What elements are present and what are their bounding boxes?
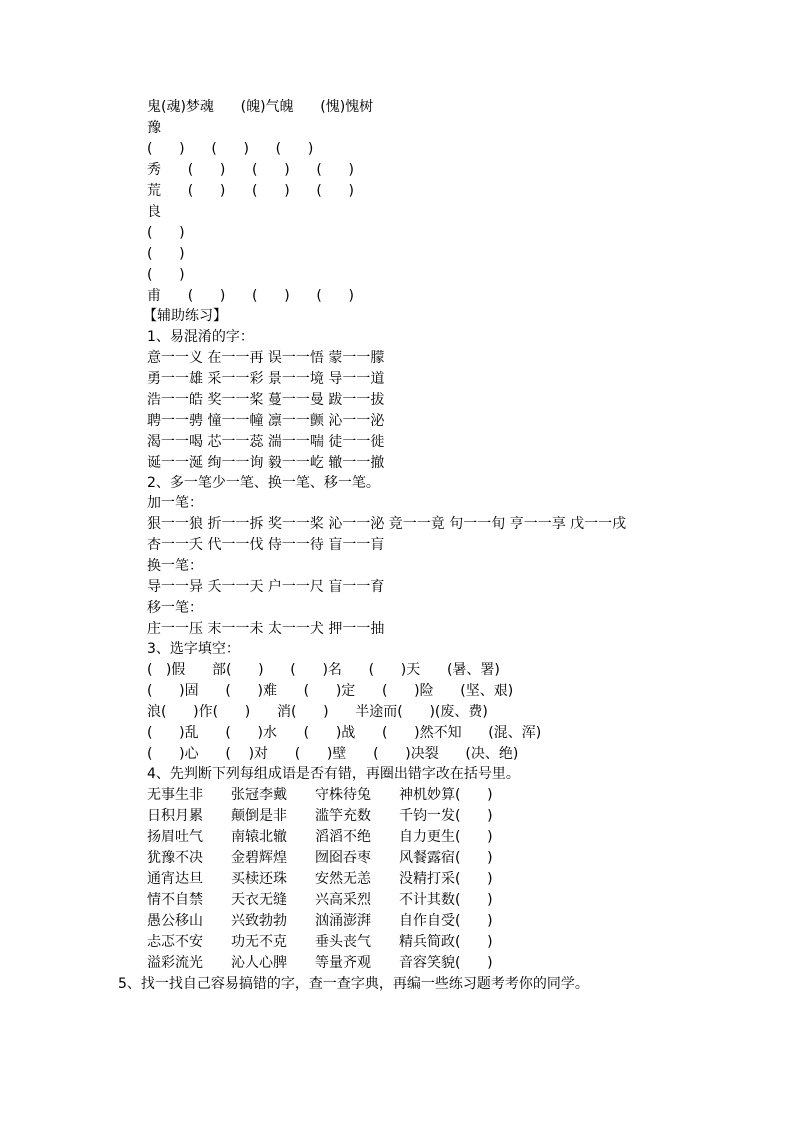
s2-heading: 2、多一笔少一笔、换一笔、移一笔。 — [147, 475, 380, 491]
idiom-cell: 通宵达旦 — [147, 871, 203, 887]
s3-line: ( )心 ( )对 ( )壁 ( )决裂 (决、绝) — [147, 746, 519, 762]
idiom-cell: 扬眉吐气 — [147, 829, 203, 845]
s5-heading: 5、找一找自己容易搞错的字，查一查字典，再编一些练习题考考你的同学。 — [118, 976, 589, 992]
s3-line: ( )假 部( ) ( )名 ( )天 (暑、署) — [147, 662, 500, 678]
s2-add-line-2: 杏一一夭 代一一伐 侍一一待 盲一一肓 — [147, 537, 385, 553]
idiom-cell: 忐忑不安 — [147, 934, 203, 950]
idiom-row — [147, 848, 493, 868]
s1-heading: 1、易混淆的字： — [147, 329, 254, 345]
idiom-cell: 千钧一发( ) — [399, 808, 493, 824]
top-line-2: 豫 — [147, 120, 161, 136]
idiom-cell: 神机妙算( ) — [399, 787, 493, 803]
top-line-5: 荒 ( ) ( ) ( ) — [147, 183, 354, 199]
idiom-cell: 精兵简政( ) — [399, 934, 493, 950]
idiom-row — [147, 890, 493, 910]
s1-line: 浩一一皓 奖一一桨 蔓一一曼 跋一一拔 — [147, 392, 385, 408]
idiom-cell: 金碧辉煌 — [231, 850, 287, 866]
idiom-cell: 犹豫不决 — [147, 850, 203, 866]
idiom-cell: 功无不克 — [231, 934, 287, 950]
s2-add-line-1: 狠一一狼 折一一拆 奖一一桨 沁一一泌 竞一一竟 句一一旬 亨一一享 戊一一戌 — [147, 516, 627, 532]
s2-move-label: 移一笔： — [147, 600, 203, 616]
s1-line: 诞一一涎 绚一一询 毅一一屹 辙一一撤 — [147, 455, 385, 471]
idiom-cell: 安然无恙 — [315, 871, 371, 887]
idiom-row — [147, 932, 493, 952]
idiom-cell: 不计其数( ) — [399, 892, 493, 908]
idiom-row — [147, 869, 493, 889]
idiom-cell: 日积月累 — [147, 808, 203, 824]
idiom-cell: 垂头丧气 — [315, 934, 371, 950]
idiom-cell: 天衣无缝 — [231, 892, 287, 908]
idiom-cell: 南辕北辙 — [231, 829, 287, 845]
s1-line: 意一一义 在一一再 误一一悟 蒙一一朦 — [147, 350, 385, 366]
idiom-row — [147, 785, 493, 805]
idiom-row — [147, 827, 493, 847]
s2-move-line: 庄一一压 末一一未 太一一犬 押一一抽 — [147, 621, 385, 637]
s3-line: ( )乱 ( )水 ( )战 ( )然不知 (混、浑) — [147, 725, 542, 741]
s2-add-label: 加一笔： — [147, 495, 203, 511]
idiom-cell: 囫囵吞枣 — [315, 850, 371, 866]
idiom-cell: 买椟还珠 — [231, 871, 287, 887]
s1-line: 聘一一骋 憧一一幢 凛一一颤 沁一一泌 — [147, 413, 385, 429]
idiom-cell: 兴高采烈 — [315, 892, 371, 908]
idiom-cell: 等量齐观 — [315, 955, 371, 971]
idiom-cell: 风餐露宿( ) — [399, 850, 493, 866]
idiom-cell: 音容笑貌( ) — [399, 955, 493, 971]
s4-heading: 4、先判断下列每组成语是否有错，再圈出错字改在括号里。 — [147, 766, 520, 782]
top-line-3: ( ) ( ) ( ) — [147, 141, 314, 157]
s2-change-label: 换一笔： — [147, 558, 203, 574]
section-title: 【辅助练习】 — [143, 308, 227, 324]
s1-line: 渴一一喝 芯一一蕊 湍一一喘 徒一一徙 — [147, 434, 385, 450]
idiom-cell: 没精打采( ) — [399, 871, 493, 887]
top-line-10: 甫 ( ) ( ) ( ) — [147, 288, 354, 304]
top-line-9: ( ) — [147, 267, 185, 283]
idiom-cell: 汹涌澎湃 — [315, 913, 371, 929]
top-line-6: 良 — [147, 204, 161, 220]
idiom-cell: 无事生非 — [147, 787, 203, 803]
idiom-row — [147, 911, 493, 931]
idiom-row — [147, 953, 493, 973]
idiom-cell: 守株待兔 — [315, 787, 371, 803]
idiom-cell: 滔滔不绝 — [315, 829, 371, 845]
s3-line: 浪( )作( ) 消( ) 半途而( )(废、费) — [147, 704, 488, 720]
top-line-8: ( ) — [147, 246, 185, 262]
idiom-cell: 滥竽充数 — [315, 808, 371, 824]
idiom-cell: 自力更生( ) — [399, 829, 493, 845]
top-line-7: ( ) — [147, 225, 185, 241]
idiom-cell: 张冠李戴 — [231, 787, 287, 803]
idiom-cell: 愚公移山 — [147, 913, 203, 929]
s3-heading: 3、选字填空： — [147, 641, 240, 657]
top-line-4: 秀 ( ) ( ) ( ) — [147, 162, 354, 178]
idiom-row — [147, 806, 493, 826]
s3-line: ( )固 ( )难 ( )定 ( )险 (坚、艰) — [147, 683, 514, 699]
s2-change-line: 导一一异 夭一一天 户一一尺 盲一一育 — [147, 579, 385, 595]
idiom-cell: 兴致勃勃 — [231, 913, 287, 929]
top-line-1: 鬼(魂)梦魂 (魄)气魄 (愧)愧树 — [147, 99, 374, 115]
idiom-cell: 自作自受( ) — [399, 913, 493, 929]
idiom-cell: 情不自禁 — [147, 892, 203, 908]
idiom-cell: 沁人心脾 — [231, 955, 287, 971]
s1-line: 勇一一雄 采一一彩 景一一境 导一一道 — [147, 371, 385, 387]
idiom-cell: 颠倒是非 — [231, 808, 287, 824]
idiom-cell: 溢彩流光 — [147, 955, 203, 971]
